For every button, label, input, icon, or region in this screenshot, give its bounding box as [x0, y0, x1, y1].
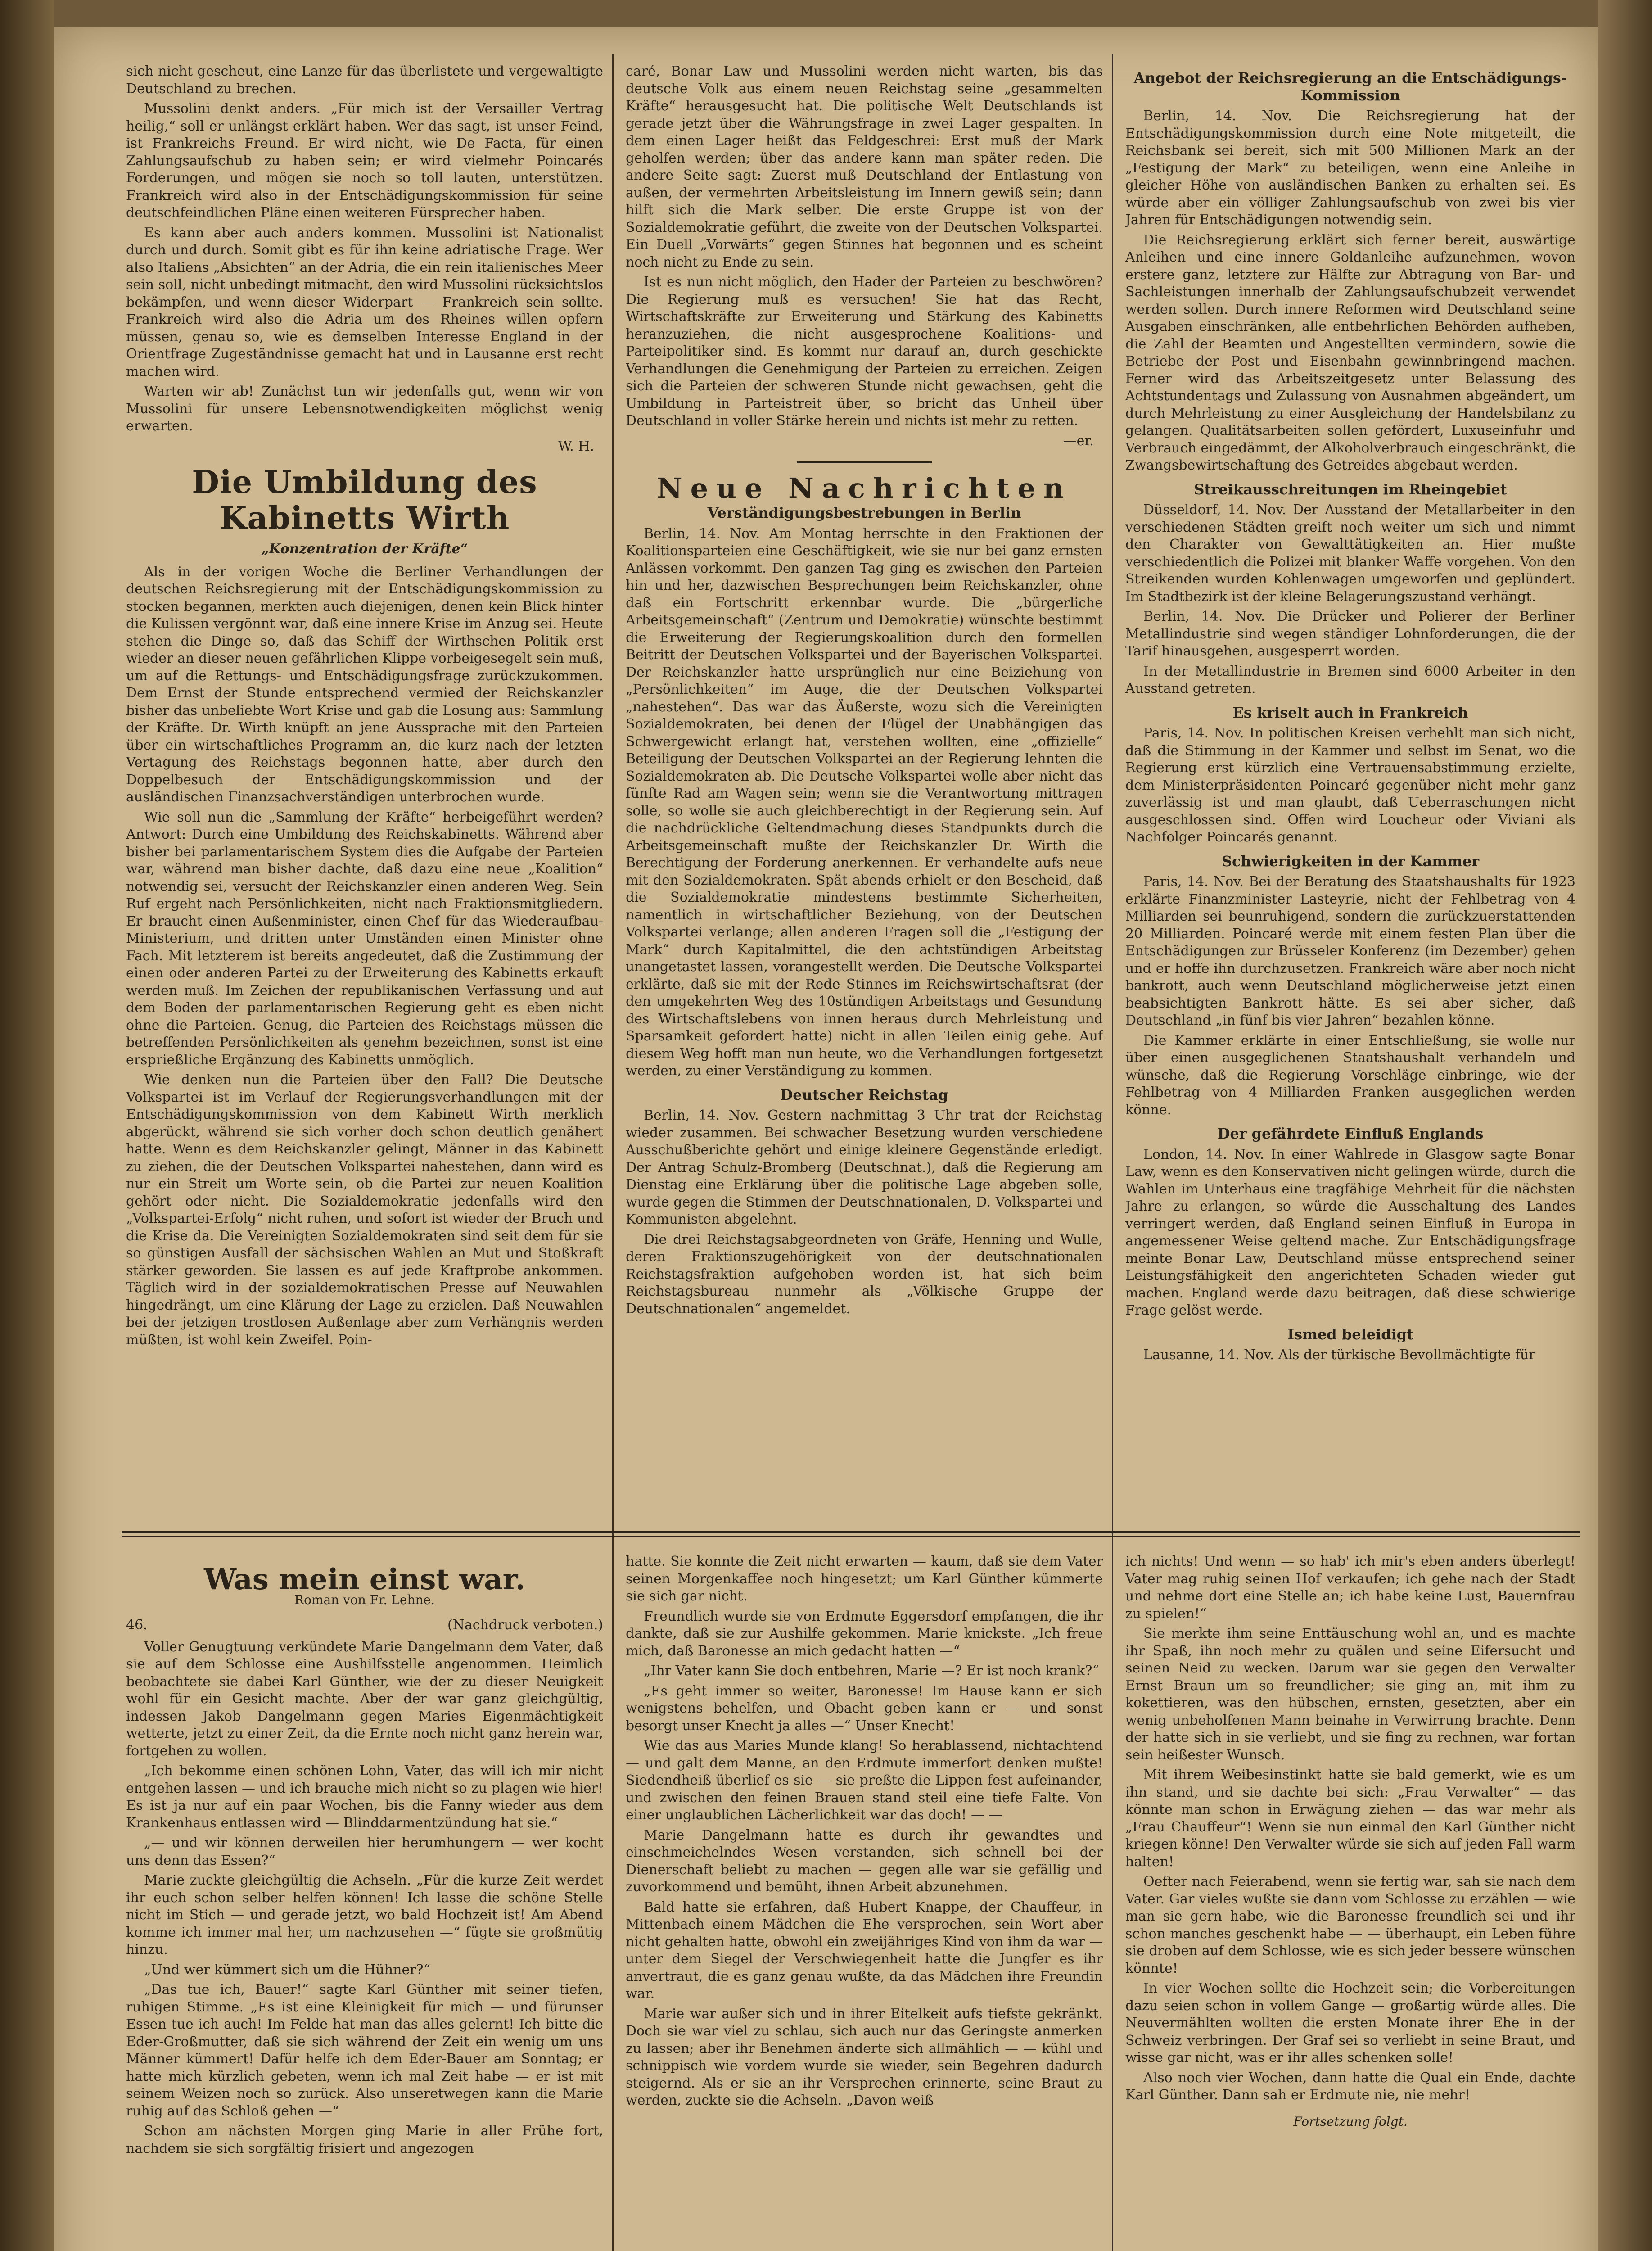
paragraph: Es kann aber auch anders kommen. Mussolini ist Nationalist durch und durch. Somit gibt es für ihn keine adriatische Frage. Wer also Italiens „Absichten“ an der Adria, die ein rein italienisches Meer sein soll, nicht unbedingt mitmacht, den wird Mussolini rücksichtslos bekämpfen, und wenn dieser Widerpart — Frankreich sein sollte. Frankreich wird also die Adria um des Rheines willen opfern müssen, genau so, wie es demselben Interesse England in der Orientfrage Zugeständnisse gemacht hat und in Lausanne erst recht machen wird.: [126, 225, 603, 380]
paragraph: Bald hatte sie erfahren, daß Hubert Knappe, der Chauffeur, in Mittenbach einem Mädchen die Ehe versprochen, sein Wort aber nicht gehalten hatte, obwohl ein zweijähriges Kind von ihm da war — unter dem Siegel der Verschwiegenheit hatte die Jungfer es ihr anvertraut, die es ganz genau wußte, da das Mädchen ihre Freundin war.: [626, 1899, 1103, 2002]
installment-line: [126, 1617, 603, 1634]
paragraph: Oefter nach Feierabend, wenn sie fertig war, sah sie nach dem Vater. Gar vieles wußte sie dann vom Schlosse zu erzählen — wie man sie gern habe, wie die Baronesse freundlich sei und ihr schon manches geschenkt habe — — überhaupt, ein Leben führe sie droben auf dem Schlosse, wie es sich jeder bessere wünschen könnte!: [1125, 1874, 1575, 1976]
paragraph: London, 14. Nov. In einer Wahlrede in Glasgow sagte Bonar Law, wenn es den Konservativen nicht gelingen würde, durch die Wahlen im Unterhaus eine tragfähige Mehrheit für die nächsten Jahre zu erlangen, so würde die Ausschaltung des Landes verringert werden, daß England seinen Einfluß in Europa in angemessener Weise geltend mache. Zur Entschädigungsfrage meinte Bonar Law, Deutschland müsse entsprechend seiner Leistungsfähigkeit den angerichteten Schaden wieder gut machen. England werde dazu beitragen, daß diese schwierige Frage gelöst werde.: [1125, 1146, 1575, 1318]
paragraph: Düsseldorf, 14. Nov. Der Ausstand der Metallarbeiter in den verschiedenen Städten greift noch weiter um sich und nimmt den Charakter von Gewalttätigkeiten an. Hier mußte verschiedentlich die Polizei mit blanker Waffe vorgehen. Von den Streikenden wurden Kohlenwagen umgeworfen und geplündert. Im Stadtbezirk ist der kleine Belagerungszustand verhängt.: [1125, 502, 1575, 605]
paragraph: In vier Wochen sollte die Hochzeit sein; die Vorbereitungen dazu seien schon in vollem Gange — großartig würde alles. Die Neuvermählten wollten die ersten Monate ihrer Ehe in der Schweiz verbringen. Der Graf sei so verliebt in seine Braut, und wisse gar nicht, was er ihr alles schenken solle!: [1125, 1980, 1575, 2066]
column-rule: [612, 54, 614, 2251]
paragraph: Die Kammer erklärte in einer Entschließung, sie wolle nur über einen ausgeglichenen Staatshaushalt verhandeln und wünsche, daß die Regierung Vorschläge einbringe, wie der Fehlbetrag von 4 Milliarden Franken ausgeglichen werden könne.: [1125, 1032, 1575, 1118]
paragraph: Die Reichsregierung erklärt sich ferner bereit, auswärtige Anleihen und eine innere Goldanleihe aufzunehmen, wovon erstere ganz, letztere zur Hälfte zur Abtragung von Bar- und Sachleistungen innerhalb der Zahlungsaufschubzeit verwendet werden sollen. Durch innere Reformen wird Deutschland seine Ausgaben einschränken, alle entbehrlichen Behörden aufheben, die Zahl der Beamten und Angestellten vermindern, sowie die Betriebe der Post und Eisenbahn gewinnbringend machen. Ferner wird das Arbeitszeitgesetz unter Belassung des Achtstundentags und Zulassung von Ausnahmen abgeändert, um durch Mehrleistung zu einer Ausgleichung der Handelsbilanz zu gelangen. Qualitätsarbeiten sollen gefördert, Luxuseinfuhr und Verbrauch eingedämmt, der Alkoholverbrauch eingeschränkt, die Zwangsbewirtschaftung des Getreides abgebaut werden.: [1125, 232, 1575, 473]
signature: —er.: [1063, 433, 1094, 449]
column-3: [1125, 63, 1575, 1544]
paragraph: Warten wir ab! Zunächst tun wir jedenfalls gut, wenn wir von Mussolini für unsere Lebensnotwendigkeiten möglichst wenig erwarten.: [126, 384, 603, 434]
paragraph: Paris, 14. Nov. Bei der Beratung des Staatshaushalts für 1923 erklärte Finanzminister Lasteyrie, nicht der Fehlbetrag von 4 Milliarden sei beunruhigend, sondern die zurückzuerstattenden 20 Milliarden. Poincaré werde mit einem festen Plan über die Entschädigungen zur Brüsseler Konferenz (im Dezember) gehen und er hoffe ihn durchzusetzen. Frankreich wäre aber noch nicht bankrott, auch wenn Deutschland möglicherweise jetzt einen beabsichtigten Bankrott hätte. Es sei aber sicher, daß Deutschland „in fünf bis vier Jahren“ bezahlen könne.: [1125, 874, 1575, 1028]
paragraph: ich nichts! Und wenn — so hab' ich mir's eben anders überlegt! Vater mag ruhig seinen Hof verkaufen; ich gehe nach der Stadt und nehme dort eine Stelle an; ich habe keine Lust, Bauernfrau zu spielen!“: [1125, 1554, 1575, 1622]
reprint-notice: (Nachdruck verboten.): [447, 1617, 603, 1633]
section-heading: Angebot der Reichsregierung an die Entschädigungs-Kommission: [1133, 69, 1567, 104]
section-heading: Der gefährdete Einfluß Englands: [1217, 1125, 1484, 1142]
paragraph: Berlin, 14. Nov. Die Reichsregierung hat der Entschädigungskommission durch eine Note mitgeteilt, die Reichsbank sei bereit, sich mit 500 Millionen Mark an der „Festigung der Mark“ zu beteiligen, wenn eine Anleihe in gleicher Höhe von ausländischen Banken zu erhalten sei. Es würde aber ein völliger Zahlungsaufschub von zwei bis vier Jahren für Entschädigungen notwendig sein.: [1125, 108, 1575, 228]
paragraph: Schon am nächsten Morgen ging Marie in aller Frühe fort, nachdem sie sich sorgfältig frisiert und angezogen: [126, 2123, 603, 2156]
paragraph: Marie war außer sich und in ihrer Eitelkeit aufs tiefste gekränkt. Doch sie war viel zu schlau, sich auch nur das Geringste anmerken zu lassen; aber ihr Benehmen änderte sich allmählich — — kühl und schnippisch wie vordem wurde sie wieder, sein Begehren dadurch steigernd. Als er sie an ihr Versprechen erinnerte, seine Braut zu werden, zuckte sie die Achseln. „Davon weiß: [626, 2006, 1103, 2108]
paragraph: Paris, 14. Nov. In politischen Kreisen verhehlt man sich nicht, daß die Stimmung in der Kammer und selbst im Senat, wo die Regierung erst kürzlich eine Vertrauensabstimmung erzielte, dem Ministerpräsidenten Poincaré gegenüber nicht mehr ganz zuverlässig ist und man glaubt, daß Ueberraschungen nicht ausgeschlossen sind. Offen wird Loucheur oder Viviani als Nachfolger Poincarés genannt.: [1125, 725, 1575, 845]
column-rule: [1112, 54, 1113, 2251]
column-2: [626, 63, 1103, 1531]
newspaper-page: [54, 27, 1598, 2251]
signature: W. H.: [558, 438, 594, 454]
column-1: [126, 63, 603, 1513]
paragraph: Mit ihrem Weibesinstinkt hatte sie bald gemerkt, wie es um ihn stand, und sie dachte bei sich: „Frau Verwalter“ — das könnte man schon in Erwägung ziehen — das war mehr als „Frau Chauffeur“! Wenn sie nun einmal den Karl Günther nicht kriegen könne! Den Verwalter würde sie sich auf jeden Fall warm halten!: [1125, 1767, 1575, 1870]
feuilleton-rule: [122, 1531, 1580, 1533]
paragraph: Ist es nun nicht möglich, den Hader der Parteien zu beschwören? Die Regierung muß es versuchen! Sie hat das Recht, Wirtschaftskräfte zur Erweiterung und Stärkung des Kabinetts heranzuziehen, die nicht ausgesprochene Koalitions- und Parteipolitiker sind. Es kommt nur darauf an, durch geschickte Verhandlungen die Genehmigung der Parteien zu erreichen. Zeigen sich die Parteien der schweren Stunde nicht gewachsen, geht die Umbildung in Parteistreit über, so bricht das Unheil über Deutschland in voller Stärke herein und nichts ist mehr zu retten.: [626, 274, 1103, 429]
paragraph: In der Metallindustrie in Bremen sind 6000 Arbeiter in den Ausstand getreten.: [1125, 663, 1575, 696]
paragraph: Marie Dangelmann hatte es durch ihr gewandtes und einschmeichelndes Wesen verstanden, sich schnell bei der Dienerschaft beliebt zu machen — gegen alle war sie gefällig und zuvorkommend und bemüht, ihnen Arbeit abzunehmen.: [626, 1827, 1103, 1895]
paragraph: Wie soll nun die „Sammlung der Kräfte“ herbeigeführt werden? Antwort: Durch eine Umbildung des Reichskabinetts. Während aber bisher bei parlamentarischem System dies die Aufgabe der Parteien war, während man bisher dachte, daß dazu eine neue „Koalition“ notwendig sei, versucht der Reichskanzler einen anderen Weg. Sein Ruf ergeht nach Persönlichkeiten, nicht nach Fraktionsmitgliedern. Er braucht einen Außenminister, einen Chef für das Wiederaufbau-Ministerium, und dritten unter Umständen einen Minister ohne Fach. Mit letzterem ist bereits angedeutet, daß die Zustimmung der einen oder anderen Partei zu der Erweiterung des Kabinetts erkauft werden muß. Im Zeichen der republikanischen Verfassung und auf dem Boden der parlamentarischen Regierung geht es eben nicht ohne die Parteien. Genug, die Parteien des Reichstags müssen die betreffenden Persönlichkeiten als genehm bezeichnen, sonst ist eine ersprießliche Ergänzung des Kabinetts unmöglich.: [126, 809, 603, 1068]
novel-title: Was mein einst war.: [204, 1563, 525, 1596]
novel-column-3: [1125, 1553, 1575, 2251]
paragraph: Wie das aus Maries Munde klang! So herablassend, nichtachtend — und galt dem Manne, an den Erdmute immerfort denken mußte! Siedendheiß überlief es sie — sie preßte die Lippen fest aufeinander, und zwischen den feinen Brauen stand steil eine tiefe Falte. Von einer unglaublichen Lächerlichkeit war das doch! — —: [626, 1738, 1103, 1823]
intro-article: [126, 63, 603, 455]
novel-author: Roman von Fr. Lehne.: [294, 1592, 435, 1607]
paragraph: caré, Bonar Law und Mussolini werden nicht warten, bis das deutsche Volk aus einem neuen Reichstag seine „gesammelten Kräfte“ herausgesucht hat. Die politische Welt Deutschlands ist gerade jetzt über die Währungsfrage in zwei Lager gespalten. In dem einen Lager heißt das Feldgeschrei: Erst muß der Mark geholfen werden; über das andere kann man später reden. Die andere Seite sagt: Zuerst muß Deutschland der Entlastung von außen, der vermehrten Arbeitsleistung im Innern gewiß sein; dann hilft sich die Mark selber. Die erste Gruppe ist von der Sozialdemokratie geführt, die zweite von der Deutschen Volkspartei. Ein Duell „Vorwärts“ gegen Stinnes hat begonnen und es scheint noch nicht zu Ende zu sein.: [626, 63, 1103, 270]
news-title: Neue Nachrichten: [656, 471, 1072, 505]
book-spine: [0, 0, 54, 2251]
paragraph: Berlin, 14. Nov. Die Drücker und Polierer der Berliner Metallindustrie sind wegen ständiger Lohnforderungen, die der Tarif hinausgehen, ausgesperrt worden.: [1125, 609, 1575, 659]
section-heading: Es kriselt auch in Frankreich: [1232, 704, 1468, 721]
continuation-note: Fortsetzung folgt.: [1293, 2114, 1408, 2129]
paragraph: Voller Genugtuung verkündete Marie Dangelmann dem Vater, daß sie auf dem Schlosse eine Aushilfsstelle angenommen. Heimlich beobachtete sie dabei Karl Günther, wie der zu dieser Neuigkeit wohl für ein Gesicht machte. Aber der war ganz gleichgültig, indessen Jakob Dangelmann gegen Maries Eigenmächtigkeit wetterte, jetzt zu einer Zeit, da die Ernte noch nicht ganz herein war, fortgehen zu wollen.: [126, 1639, 603, 1759]
paragraph: „Und wer kümmert sich um die Hühner?“: [144, 1962, 430, 1978]
section-heading: Deutscher Reichstag: [780, 1086, 948, 1103]
novel-column-1: [126, 1562, 603, 2251]
paragraph: Mussolini denkt anders. „Für mich ist der Versailler Vertrag heilig,“ soll er unlängst erklärt haben. Wer das sagt, ist unser Feind, ist Frankreichs Freund. Er wird nicht, wie De Facta, für einen Zahlungsaufschub zu haben sein; er wird vielmehr Poincarés Forderungen, und mögen sie noch so toll lauten, unterstützen. Frankreich wird also in der Entschädigungskommission für seine deutschfeindlichen Pläne einen weiteren Fürsprecher haben.: [126, 101, 603, 221]
section-heading: Ismed beleidigt: [1287, 1325, 1413, 1343]
paragraph: „Das tue ich, Bauer!“ sagte Karl Günther mit seiner tiefen, ruhigen Stimme. „Es ist eine Kleinigkeit für mich — und fürunser Essen tue ich auch! Im Felde hat man das alles gelernt! Ich bitte die Eder-Großmutter, daß sie sich während der Zeit ein wenig um uns Männer kümmert! Dafür helfe ich dem Eder-Bauer am Sonntag; er hatte mich kürzlich gebeten, wenn ich mal Zeit habe — er ist mit seinem Weizen noch so zurück. Also unseretwegen kann die Marie ruhig auf das Schloß gehen —“: [126, 1982, 603, 2119]
paragraph: Berlin, 14. Nov. Gestern nachmittag 3 Uhr trat der Reichstag wieder zusammen. Bei schwacher Besetzung wurden verschiedene Ausschußberichte gehört und einige kleinere Gegenstände erledigt. Der Antrag Schulz-Bromberg (Deutschnat.), daß die Regierung am Dienstag eine Erklärung über die politische Lage abgeben solle, wurde gegen die Stimmen der Deutschnationalen, D. Volkspartei und Kommunisten abgelehnt.: [626, 1107, 1103, 1227]
paragraph: Also noch vier Wochen, dann hatte die Qual ein Ende, dachte Karl Günther. Dann sah er Erdmute nie, nie mehr!: [1125, 2070, 1575, 2103]
paragraph: hatte. Sie konnte die Zeit nicht erwarten — kaum, daß sie dem Vater seinen Morgenkaffee noch hingesetzt; um Karl Günther kümmerte sie sich gar nicht.: [626, 1554, 1103, 1604]
ornament-rule-icon: [797, 459, 932, 466]
novel-column-2: [626, 1553, 1103, 2251]
section-heading: Verständigungsbestrebungen in Berlin: [707, 504, 1021, 521]
paragraph: sich nicht gescheut, eine Lanze für das überlistete und vergewaltigte Deutschland zu brechen.: [126, 63, 603, 97]
paragraph: Lausanne, 14. Nov. Als der türkische Bevollmächtigte für: [1143, 1347, 1535, 1363]
paragraph: Die drei Reichstagsabgeordneten von Gräfe, Henning und Wulle, deren Fraktionszugehörigkeit von der deutschnationalen Reichstagsfraktion aufgehoben worden ist, hat sich beim Reichstagsbureau nunmehr als „Völkische Gruppe der Deutschnationalen“ angemeldet.: [626, 1231, 1103, 1317]
paragraph: Marie zuckte gleichgültig die Achseln. „Für die kurze Zeit werdet ihr euch schon selber helfen können! Ich lasse die schöne Stelle nicht im Stich — und gerade jetzt, wo bald Hochzeit ist! Am Abend komme ich immer mal her, um nachzusehen —“ fügte sie großmütig hinzu.: [126, 1872, 603, 1957]
installment-number: 46.: [126, 1617, 148, 1633]
section-heading: Streikausschreitungen im Rheingebiet: [1194, 480, 1507, 498]
article-subtitle: „Konzentration der Kräfte“: [261, 541, 468, 557]
paragraph: Sie merkte ihm seine Enttäuschung wohl an, und es machte ihr Spaß, ihn noch mehr zu quälen und seine Eifersucht und seinen Neid zu wecken. Darum war sie gegen den Verwalter Ernst Braun um so freundlicher; sie ging an, mit ihm zu kokettieren, was den hübschen, ernsten, gesetzten, aber ein wenig unbeholfenen Mann beinahe in Verwirrung brachte. Denn der hatte sich in sie verliebt, und sie fing zu rechnen, war fortan sein heißester Wunsch.: [1125, 1626, 1575, 1763]
paragraph: „Es geht immer so weiter, Baronesse! Im Hause kann er sich wenigstens behelfen, und Obacht geben kann er — und sonst besorgt unser Knecht ja alles —“ Unser Knecht!: [626, 1683, 1103, 1734]
paragraph: Berlin, 14. Nov. Am Montag herrschte in den Fraktionen der Koalitionsparteien eine Geschäftigkeit, wie sie nur bei ganz ernsten Anlässen vorkommt. Den ganzen Tag ging es zwischen den Parteien hin und her, dazwischen Besprechungen beim Reichskanzler, ohne daß ein Fortschritt erkennbar wurde. Die „bürgerliche Arbeitsgemeinschaft“ (Zentrum und Demokratie) wünschte bestimmt die Erweiterung der Regierungskoalition durch den formellen Beitritt der Deutschen Volkspartei und der Bayerischen Volkspartei. Der Reichskanzler hatte ursprünglich nur eine Beiziehung von „Persönlichkeiten“ im Auge, die der Deutschen Volkspartei „nahestehen“. Das war das Äußerste, wozu sich die Vereinigten Sozialdemokraten, bei denen der Flügel der Unabhängigen das Schwergewicht erlangt hat, verstehen wollten, eine „offizielle“ Beteiligung der Deutschen Volkspartei an der Regierung lehnten die Sozialdemokraten ab. Die Deutsche Volkspartei wolle aber nicht das fünfte Rad am Wagen sein; wenn sie die Verantwortung mittragen solle, so wolle sie auch gleichberechtigt in der Regierung sein. Auf die nachdrückliche Geltendmachung dieses Standpunkts durch die Arbeitsgemeinschaft mußte der Reichskanzler Dr. Wirth die Berechtigung der Forderung anerkennen. Er verhandelte aufs neue mit den Sozialdemokraten. Spät abends erhielt er den Bescheid, daß die Sozialdemokratie mindestens bestimmte Sicherheiten, namentlich in wirtschaftlicher Beziehung, von der Deutschen Volkspartei verlange; allen anderen Fragen soll die „Festigung der Mark“ durch Kapitalmittel, die den achtstündigen Arbeitstag unangetastet lassen, vorangestellt werden. Die Deutsche Volkspartei erklärte, daß sie mit der Rede Stinnes im Reichswirtschaftsrat (der den umgekehrten Weg des 10stündigen Arbeitstags und Gesundung des Wirtschaftslebens von innen heraus durch Mehrleistung und Sparsamkeit gefordert hatte) nicht in allen Teilen einig gehe. Auf diesem Weg hofft man nun heute, wo die Verhandlungen fortgesetzt werden, zu einer Verständigung zu kommen.: [626, 525, 1103, 1079]
paragraph: „Ihr Vater kann Sie doch entbehren, Marie —? Er ist noch krank?“: [644, 1663, 1099, 1679]
paragraph: Freundlich wurde sie von Erdmute Eggersdorf empfangen, die ihr dankte, daß sie zur Aushilfe gekommen. Marie knickste. „Ich freue mich, daß Baronesse an mich gedacht hatten —“: [626, 1608, 1103, 1659]
article-title: Die Umbildung des Kabinetts Wirth: [192, 463, 537, 537]
section-heading: Schwierigkeiten in der Kammer: [1221, 852, 1480, 870]
paragraph: „Ich bekomme einen schönen Lohn, Vater, das will ich mir nicht entgehen lassen — und ich brauche mich nicht so zu plagen wie hier! Es ist ja nur auf ein paar Wochen, bis die Fanny wieder aus dem Krankenhaus entlassen wird — Blinddarmentzündung hat sie.“: [126, 1763, 603, 1831]
page-edge: [1598, 0, 1652, 2251]
paragraph: Wie denken nun die Parteien über den Fall? Die Deutsche Volkspartei ist im Verlauf der Regierungsverhandlungen mit der Entschädigungskommission von dem Kabinett Wirth merklich abgerückt, während sie sich vorher doch schon deutlich genähert hatte. Wenn es dem Reichskanzler gelingt, Männer in das Kabinett zu ziehen, die der Deutschen Volkspartei nahestehen, dann wird es nur ein Streit um Worte sein, ob die Partei zur neuen Koalition gehört oder nicht. Die Sozialdemokratie jedenfalls wird den „Volkspartei-Erfolg“ nicht ruhen, und sofort ist wieder der Bruch und die Krise da. Die Vereinigten Sozialdemokraten sind seit dem für sie so günstigen Ausfall der sächsischen Wahlen an Mut und Stoßkraft stärker geworden. Sie lassen es auf jede Kraftprobe ankommen. Täglich wird in der sozialdemokratischen Presse auf Neuwahlen hingedrängt, um eine Klärung der Lage zu erzielen. Daß Neuwahlen bei der jetzigen trostlosen Außenlage aber zum Verhängnis werden müßten, ist wohl kein Zweifel. Poin-: [126, 1072, 603, 1348]
divider: [626, 453, 1103, 471]
paragraph: Als in der vorigen Woche die Berliner Verhandlungen der deutschen Reichsregierung mit der Entschädigungskommission zu stocken begannen, merkten auch diejenigen, denen kein Blick hinter die Kulissen vergönnt war, daß eine innere Krise im Anzug sei. Heute stehen die Dinge so, daß das Schiff der Wirthschen Politik erst wieder an dieser neuen gefährlichen Klippe vorbeigesegelt sein muß, um auf die Rettungs- und Entschädigungsfrage zurückzukommen. Dem Ernst der Stunde entsprechend vermied der Reichskanzler bisher das unbeliebte Wort Krise und gab die Losung aus: Sammlung der Kräfte. Dr. Wirth knüpft an jene Aussprache mit den Parteien über ein wirtschaftliches Programm an, die kurz nach der letzten Vertagung des Reichstags begonnen hatte, aber durch den Doppelbesuch der Entschädigungskommission und der ausländischen Finanzsachverständigen unterbrochen wurde.: [126, 564, 603, 805]
paragraph: „— und wir können derweilen hier herumhungern — wer kocht uns denn das Essen?“: [126, 1835, 603, 1868]
feuilleton-rule-thin: [122, 1536, 1580, 1537]
